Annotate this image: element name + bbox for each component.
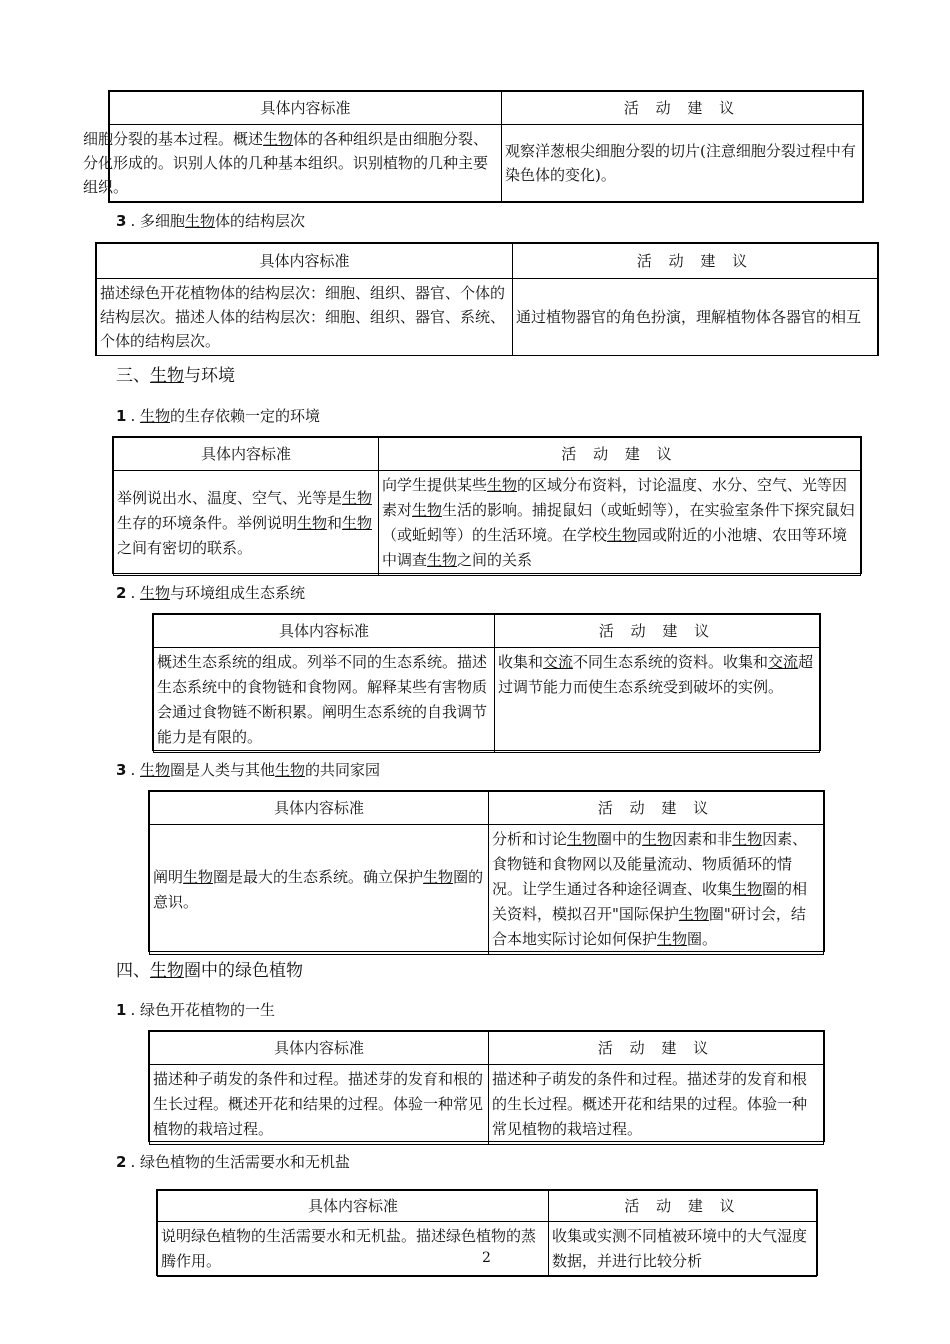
header-content: 具体内容标准 <box>150 1032 489 1065</box>
content-cell <box>150 1065 489 1145</box>
subheading-water-minerals: 2 . 绿色植物的生活需要水和无机盐 <box>116 1153 350 1171</box>
activity-text: 观察洋葱根尖细胞分裂的切片(注意细胞分裂过程中有染色体的变化)。 <box>505 142 856 184</box>
activity-text: 收集或实测不同植被环境中的大气湿度数据，并进行比较分析 <box>552 1227 808 1270</box>
header-activity: 活 动 建 议 <box>489 1032 824 1065</box>
content-cell <box>158 1222 549 1277</box>
header-activity: 活 动 建 议 <box>549 1191 817 1222</box>
heading-number: 1 <box>116 407 127 425</box>
content-cell <box>114 471 379 576</box>
subheading-structure-levels: 3 . 多细胞生物体的结构层次 <box>116 212 306 230</box>
activity-text: 收集和交流不同生态系统的资料。收集和交流超过调节能力而使生态系统受到破坏的实例。 <box>498 653 814 696</box>
content-text: 描述种子萌发的条件和过程。描述芽的发育和根的生长过程。概述开花和结果的过程。体验一种常见植物的栽培过程。 <box>153 1070 484 1138</box>
subheading-ecosystem: 2 . 生物与环境组成生态系统 <box>116 584 306 602</box>
page-number: 2 <box>482 1250 491 1266</box>
header-content: 具体内容标准 <box>114 438 379 471</box>
header-content: 具体内容标准 <box>97 244 513 279</box>
heading-text: 生物圈是人类与其他生物的共同家园 <box>139 761 381 779</box>
activity-cell <box>379 471 861 576</box>
table-ecosystem <box>152 613 821 751</box>
content-text: 举例说出水、温度、空气、光等是生物生存的环境条件。举例说明生物和生物之间有密切的联系。 <box>117 488 373 557</box>
activity-text: 分析和讨论生物圈中的生物因素和非生物因素、食物链和食物网以及能量流动、物质循环的情况。让学生通过各种途径调查、收集生物圈的相关资料，模拟召开"国际保护生物圈"研讨会，结合本地实际讨论如何保护生物圈。 <box>492 830 808 948</box>
activity-cell <box>513 279 878 356</box>
heading-number: 3 <box>116 761 127 779</box>
heading-text: 绿色植物的生活需要水和无机盐 <box>139 1153 350 1171</box>
header-activity: 活 动 建 议 <box>379 438 861 471</box>
content-text: 细胞分裂的基本过程。概述生物体的各种组织是由细胞分裂、分化形成的。识别人体的几种基本组织。识别植物的几种主要组织。 <box>83 130 489 196</box>
subheading-survival: 1 . 生物的生存依赖一定的环境 <box>116 407 321 425</box>
table-structure-levels <box>95 242 879 356</box>
content-text: 阐明生物圈是最大的生态系统。确立保护生物圈的意识。 <box>153 867 484 911</box>
heading-text: 绿色开花植物的一生 <box>139 1001 275 1019</box>
activity-cell <box>502 125 863 202</box>
table-survival <box>112 436 862 574</box>
heading-text: 生物的生存依赖一定的环境 <box>139 407 321 425</box>
subheading-plant-life: 1 . 绿色开花植物的一生 <box>116 1001 275 1019</box>
table-cell-division <box>83 90 864 203</box>
heading-number: 2 <box>116 584 127 602</box>
activity-cell <box>549 1222 817 1277</box>
heading-text: 生物与环境组成生态系统 <box>139 584 306 602</box>
activity-text: 向学生提供某些生物的区域分布资料，讨论温度、水分、空气、光等因素对生物生活的影响。捕捉鼠妇（或蚯蚓等），在实验室条件下探究鼠妇（或蚯蚓等）的生活环境。在学校生物园或附近的小池塘、农田等环境中调查生物之间的关系 <box>382 476 855 569</box>
content-cell <box>150 825 489 955</box>
header-content: 具体内容标准 <box>158 1191 549 1222</box>
header-activity: 活 动 建 议 <box>489 792 824 825</box>
header-content: 具体内容标准 <box>110 92 502 125</box>
content-text: 说明绿色植物的生活需要水和无机盐。描述绿色植物的蒸腾作用。 <box>161 1227 537 1270</box>
content-text: 概述生态系统的组成。列举不同的生态系统。描述生态系统中的食物链和食物网。解释某些有害物质会通过食物链不断积累。阐明生态系统的自我调节能力是有限的。 <box>157 653 488 746</box>
header-activity: 活 动 建 议 <box>502 92 863 125</box>
section-title-green-plants: 四、生物圈中的绿色植物 <box>116 961 303 981</box>
heading-number: 3 <box>116 212 127 230</box>
content-text: 描述绿色开花植物体的结构层次：细胞、组织、器官、个体的结构层次。描述人体的结构层次：细胞、组织、器官、系统、个体的结构层次。 <box>100 284 506 350</box>
content-cell <box>97 279 513 356</box>
activity-text: 描述种子萌发的条件和过程。描述芽的发育和根的生长过程。概述开花和结果的过程。体验一种常见植物的栽培过程。 <box>492 1070 808 1138</box>
section-title-environment: 三、生物与环境 <box>116 366 235 386</box>
table-plant-life <box>148 1030 825 1142</box>
activity-cell <box>489 825 824 955</box>
activity-cell <box>489 1065 824 1145</box>
header-content: 具体内容标准 <box>154 615 495 648</box>
content-cell <box>154 648 495 753</box>
heading-text: 多细胞生物体的结构层次 <box>139 212 306 230</box>
header-content: 具体内容标准 <box>150 792 489 825</box>
activity-text: 通过植物器官的角色扮演，理解植物体各器官的相互 <box>516 308 862 326</box>
content-cell <box>83 125 502 202</box>
header-activity: 活 动 建 议 <box>495 615 820 648</box>
activity-cell <box>495 648 820 753</box>
heading-number: 1 <box>116 1001 127 1019</box>
heading-number: 2 <box>116 1153 127 1171</box>
header-activity: 活 动 建 议 <box>513 244 878 279</box>
subheading-biosphere: 3 . 生物圈是人类与其他生物的共同家园 <box>116 761 381 779</box>
table-biosphere <box>148 790 825 952</box>
